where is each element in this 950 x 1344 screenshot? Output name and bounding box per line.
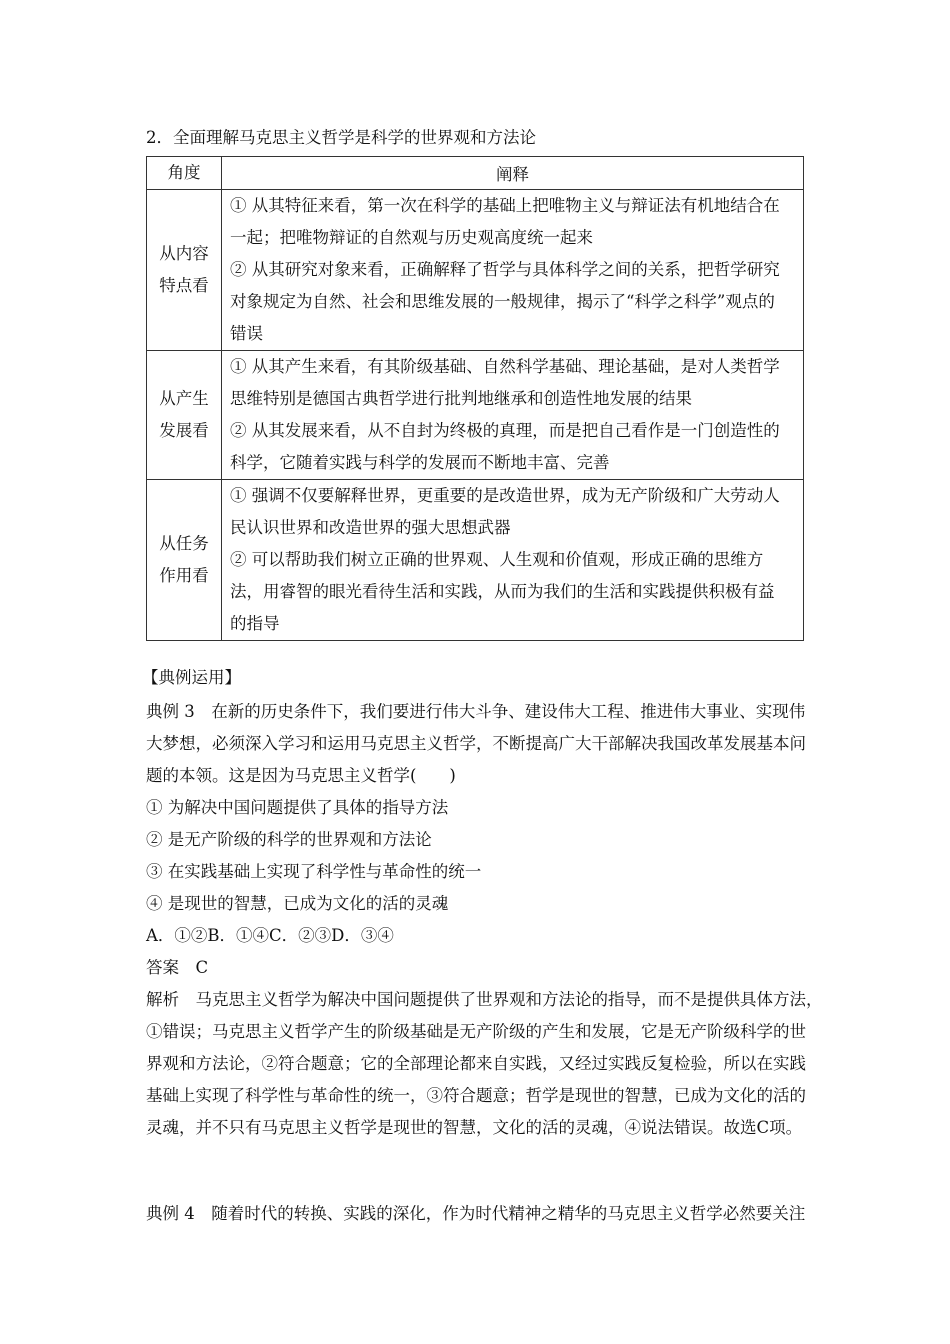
explanation-line: ① 从其特征来看，第一次在科学的基础上把唯物主义与辩证法有机地结合在 (230, 196, 780, 215)
angle-line: 作用看 (159, 566, 209, 585)
explanation-line: 一起；把唯物辩证的自然观与历史观高度统一起来 (230, 228, 593, 247)
angle-line: 发展看 (159, 421, 209, 440)
explanation-line: ① 强调不仅要解释世界，更重要的是改造世界，成为无产阶级和广大劳动人 (230, 486, 780, 505)
option-item: ② 是无产阶级的科学的世界观和方法论 (146, 830, 432, 849)
explanation-line: ② 可以帮助我们树立正确的世界观、人生观和价值观，形成正确的思维方 (230, 550, 764, 569)
angle-line: 从任务 (159, 534, 209, 553)
table-header-row (147, 157, 804, 190)
explanation-line: 科学，它随着实践与科学的发展而不断地丰富、完善 (230, 453, 610, 472)
row-angle-cell (147, 351, 222, 480)
explanation-line: ② 从其发展来看，从不自封为终极的真理，而是把自己看作是一门创造性的 (230, 421, 780, 440)
explanation-line: ① 从其产生来看，有其阶级基础、自然科学基础、理论基础，是对人类哲学 (230, 357, 780, 376)
row-angle-cell (147, 190, 222, 351)
example3-question-line: 典例 3 在新的历史条件下，我们要进行伟大斗争、建设伟大工程、推进伟大事业、实现伟 (146, 702, 806, 721)
angle-line: 从产生 (159, 389, 209, 408)
explanation-line: 法，用睿智的眼光看待生活和实践，从而为我们的生活和实践提供积极有益 (230, 582, 775, 601)
comparison-table (146, 156, 804, 641)
analysis-line: 灵魂，并不只有马克思主义哲学是现世的智慧，文化的活的灵魂，④说法错误。故选C项。 (146, 1118, 803, 1137)
row-explanation-cell (222, 351, 804, 480)
explanation-line: 的指导 (230, 614, 280, 633)
option-item: ④ 是现世的智慧，已成为文化的活的灵魂 (146, 894, 449, 913)
table-row (147, 480, 804, 641)
example-heading: 【典例运用】 (142, 668, 241, 687)
example3-question-line: 大梦想，必须深入学习和运用马克思主义哲学，不断提高广大干部解决我国改革发展基本问 (146, 734, 806, 753)
explanation-line: 对象规定为自然、社会和思维发展的一般规律，揭示了“科学之科学”观点的 (230, 292, 775, 311)
header-angle: 角度 (147, 157, 222, 190)
analysis-line: 解析 马克思主义哲学为解决中国问题提供了世界观和方法论的指导，而不是提供具体方法， (146, 990, 823, 1009)
table-row (147, 190, 804, 351)
row-explanation-cell (222, 480, 804, 641)
row-angle-cell (147, 480, 222, 641)
row-explanation-cell (222, 190, 804, 351)
option-item: ① 为解决中国问题提供了具体的指导方法 (146, 798, 449, 817)
analysis-line: ①错误；马克思主义哲学产生的阶级基础是无产阶级的产生和发展，它是无产阶级科学的世 (146, 1022, 806, 1041)
explanation-line: 民认识世界和改造世界的强大思想武器 (230, 518, 511, 537)
analysis-line: 基础上实现了科学性与革命性的统一，③符合题意；哲学是现世的智慧，已成为文化的活的 (146, 1086, 806, 1105)
choices-line: A．①②B．①④C．②③D．③④ (146, 926, 394, 945)
answer-line: 答案 C (146, 958, 209, 977)
example3-question-line: 题的本领。这是因为马克思主义哲学( ) (146, 766, 456, 785)
explanation-line: 错误 (230, 324, 263, 343)
table-row (147, 351, 804, 480)
section-title: 2．全面理解马克思主义哲学是科学的世界观和方法论 (146, 128, 536, 147)
option-item: ③ 在实践基础上实现了科学性与革命性的统一 (146, 862, 482, 881)
analysis-line: 界观和方法论，②符合题意；它的全部理论都来自实践，又经过实践反复检验，所以在实践 (146, 1054, 806, 1073)
explanation-line: 思维特别是德国古典哲学进行批判地继承和创造性地发展的结果 (230, 389, 692, 408)
angle-line: 从内容 (159, 244, 209, 263)
example4-question-line: 典例 4 随着时代的转换、实践的深化，作为时代精神之精华的马克思主义哲学必然要关注 (146, 1204, 806, 1223)
header-explanation: 阐释 (222, 157, 804, 190)
explanation-line: ② 从其研究对象来看，正确解释了哲学与具体科学之间的关系，把哲学研究 (230, 260, 780, 279)
angle-line: 特点看 (159, 276, 209, 295)
